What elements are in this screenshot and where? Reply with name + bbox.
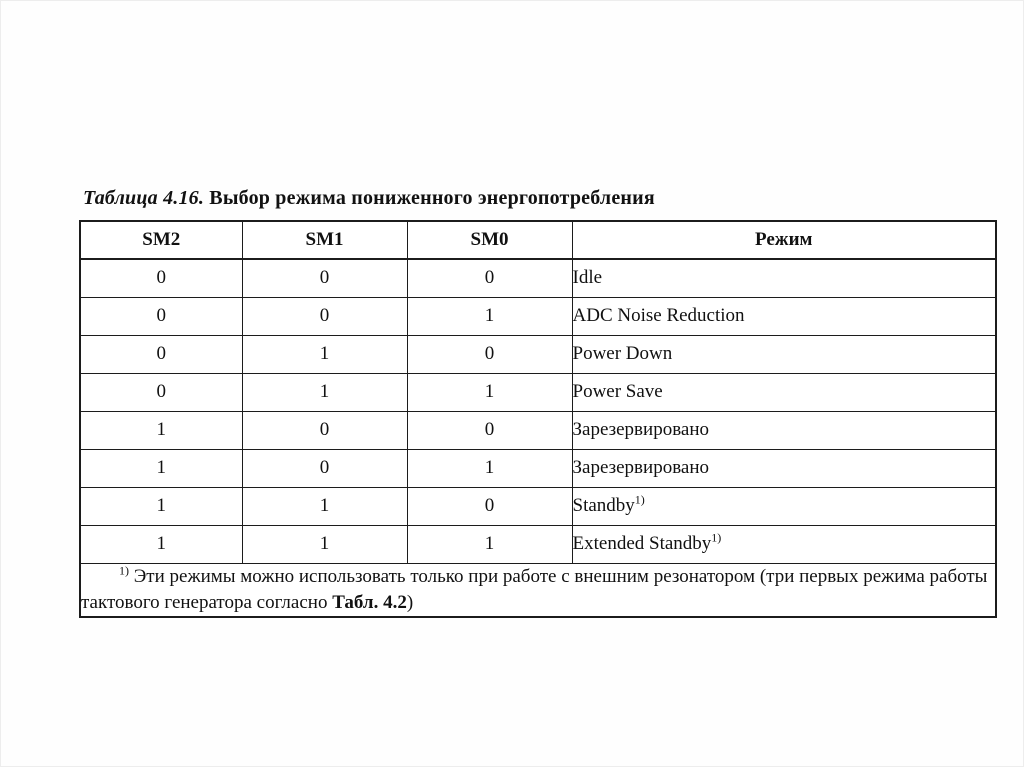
sm1-cell: 1: [242, 373, 407, 411]
mode-footnote-ref: 1): [711, 530, 722, 545]
sm0-cell: 1: [407, 449, 572, 487]
mode-label: Extended Standby: [572, 533, 712, 554]
mode-cell: [572, 297, 996, 335]
mode-label: Power Save: [572, 381, 663, 402]
header-sm1: SM1: [242, 221, 407, 259]
sm0-cell: 0: [407, 487, 572, 525]
table-caption: [83, 187, 995, 210]
header-sm2: SM2: [80, 221, 242, 259]
sm1-cell: 0: [242, 297, 407, 335]
sm0-cell: 0: [407, 335, 572, 373]
mode-label: Standby: [572, 495, 635, 516]
table-row: [80, 297, 996, 335]
power-modes-table: [79, 220, 997, 618]
mode-label: Idle: [572, 267, 603, 289]
footnote-marker: 1): [119, 563, 129, 578]
mode-footnote-ref: 1): [634, 492, 645, 507]
sm1-cell: 0: [242, 411, 407, 449]
mode-label: Зарезервировано: [572, 419, 710, 440]
mode-label: Зарезервировано: [572, 457, 710, 478]
sm0-cell: 1: [407, 525, 572, 563]
table-row: [80, 259, 996, 297]
table-caption-title: Выбор режима пониженного энергопотребления: [209, 187, 655, 209]
sm2-cell: 1: [80, 449, 242, 487]
table-header-row: [80, 221, 996, 259]
table-row: [80, 525, 996, 563]
table-block: [79, 187, 995, 618]
sm1-cell: 1: [242, 525, 407, 563]
mode-cell: [572, 525, 996, 563]
mode-label: ADC Noise Reduction: [572, 305, 745, 326]
table-row: [80, 335, 996, 373]
sm2-cell: 0: [80, 297, 242, 335]
sm0-cell: 0: [407, 411, 572, 449]
sm2-cell: 0: [80, 259, 242, 297]
sm1-cell: 1: [242, 487, 407, 525]
sm2-cell: 1: [80, 411, 242, 449]
table-caption-number: Таблица 4.16.: [83, 187, 205, 209]
mode-cell: [572, 487, 996, 525]
footnote-row: [80, 563, 996, 617]
mode-cell: [572, 259, 996, 297]
sm2-cell: 0: [80, 335, 242, 373]
sm2-cell: 1: [80, 525, 242, 563]
sm0-cell: 1: [407, 373, 572, 411]
mode-cell: [572, 449, 996, 487]
sm1-cell: 0: [242, 449, 407, 487]
footnote-cell: [80, 563, 996, 617]
mode-cell: [572, 373, 996, 411]
table-body: [80, 259, 996, 563]
mode-label: Power Down: [572, 343, 673, 364]
sm1-cell: 1: [242, 335, 407, 373]
sm0-cell: 1: [407, 297, 572, 335]
footnote-table-reference: Табл. 4.2: [332, 591, 407, 613]
sm2-cell: 1: [80, 487, 242, 525]
footnote-text: Эти режимы можно использовать только при работе с внешним резонатором (три первых режима работы тактового генератора согласно: [81, 565, 988, 613]
header-mode: Режим: [572, 221, 996, 259]
footnote-text-end: ): [406, 591, 414, 613]
sm0-cell: 0: [407, 259, 572, 297]
sm1-cell: 0: [242, 259, 407, 297]
table-row: [80, 487, 996, 525]
sm2-cell: 0: [80, 373, 242, 411]
table-row: [80, 373, 996, 411]
table-row: [80, 411, 996, 449]
header-sm0: SM0: [407, 221, 572, 259]
mode-cell: [572, 335, 996, 373]
table-row: [80, 449, 996, 487]
mode-cell: [572, 411, 996, 449]
